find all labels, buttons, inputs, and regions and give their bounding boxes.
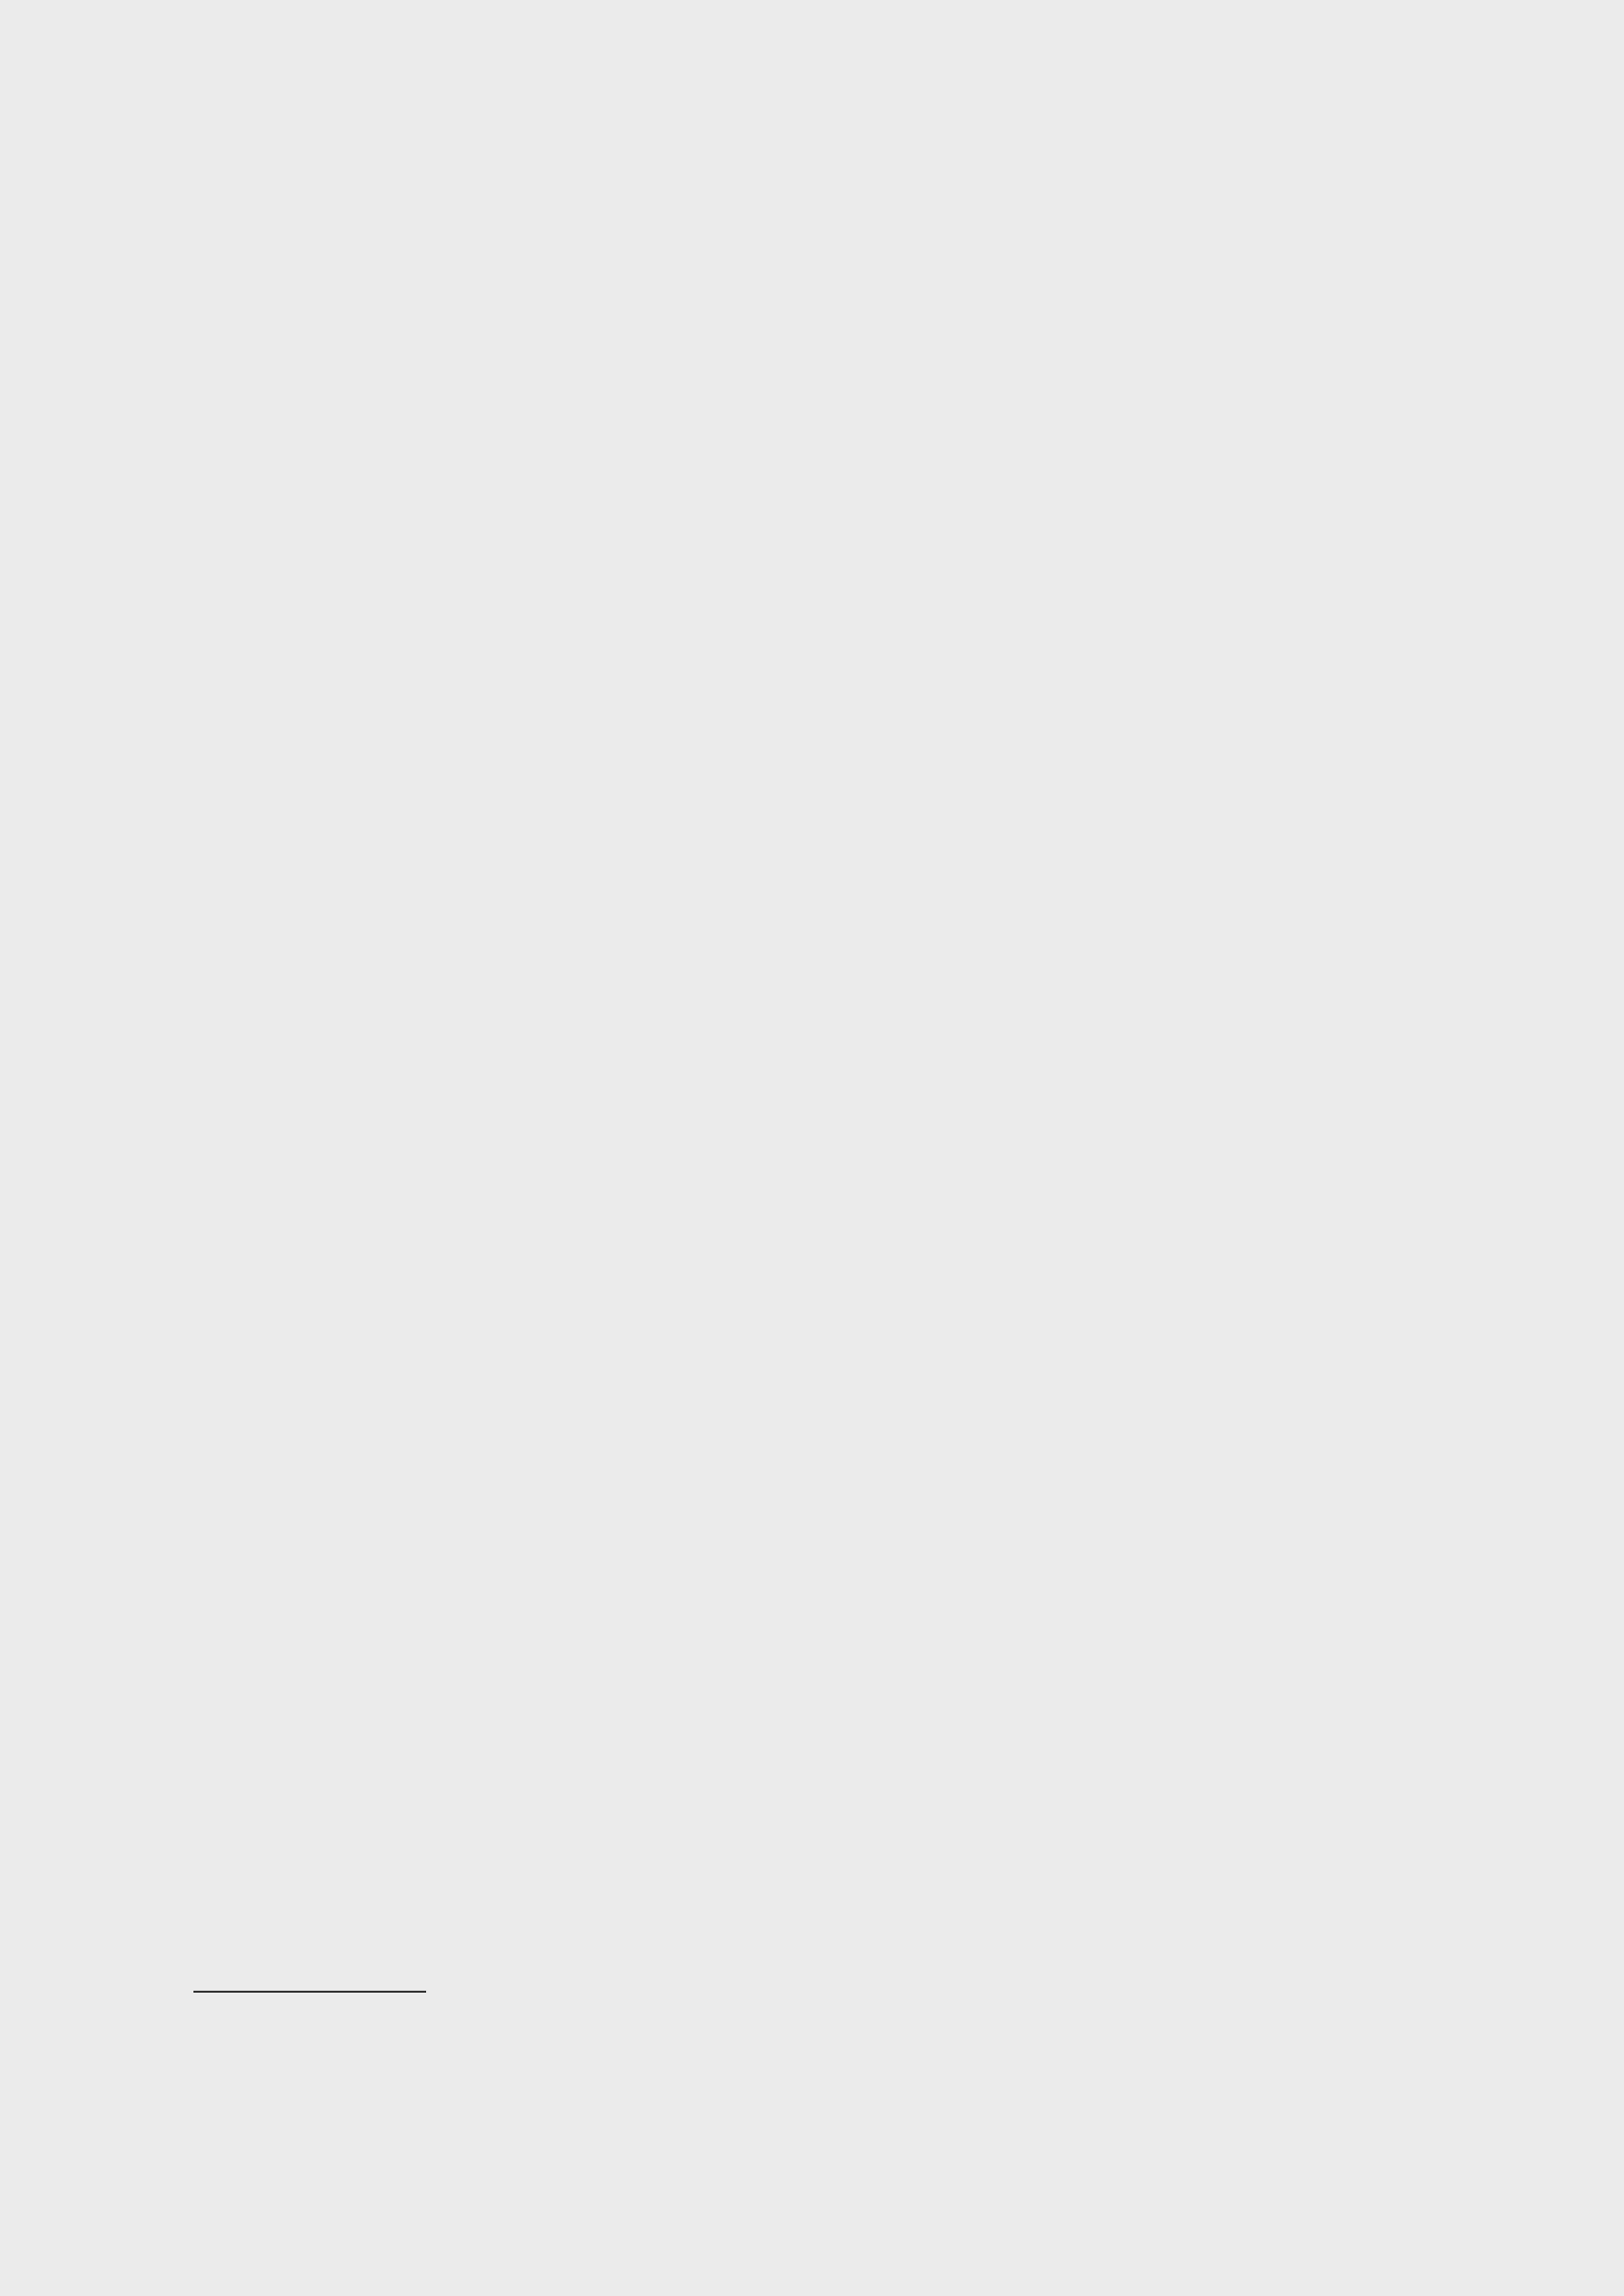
- footnote: [263, 2030, 273, 2064]
- footnote: [263, 1996, 273, 2030]
- footnotes: [263, 1996, 273, 2064]
- footnote-separator: [193, 1991, 426, 1993]
- document-body: [193, 224, 1507, 262]
